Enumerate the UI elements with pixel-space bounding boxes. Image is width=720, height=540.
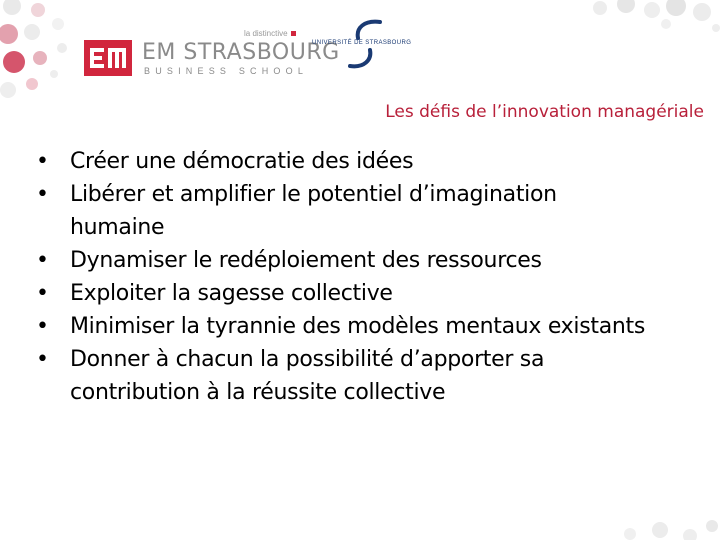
universite-strasbourg-logo [312, 14, 432, 72]
bullet-glyph: • [36, 314, 49, 339]
logo-school-name: EM STRASBOURG [142, 40, 340, 65]
slide-title: Les défis de l’innovation managériale [385, 102, 704, 122]
list-item: • Dynamiser le redéploiement des ressources [36, 244, 696, 277]
list-item: • Libérer et amplifier le potentiel d’imagination humaine [36, 178, 616, 244]
list-item: • Minimiser la tyrannie des modèles mentaux existants [36, 310, 696, 343]
decorative-dots-bottom-right [600, 500, 720, 540]
bullet-glyph: • [36, 182, 49, 207]
list-item: • Créer une démocratie des idées [36, 145, 696, 178]
bullet-glyph: • [36, 149, 49, 174]
em-strasbourg-logo [84, 26, 340, 80]
logo-school-subtitle: BUSINESS SCHOOL [144, 66, 309, 76]
logo-tagline: la distinctive [244, 29, 296, 38]
uds-logo-text: UNIVERSITÉ DE STRASBOURG [312, 40, 412, 46]
em-logo-mark-icon [84, 40, 132, 76]
decorative-dots-top-left [0, 0, 80, 110]
list-item: • Exploiter la sagesse collective [36, 277, 696, 310]
bullet-glyph: • [36, 281, 49, 306]
decorative-dots-top-right [420, 0, 720, 36]
bullet-glyph: • [36, 347, 49, 372]
bullet-list [36, 145, 696, 409]
list-item: • Donner à chacun la possibilité d’apporter sa contribution à la réussite collective [36, 343, 616, 409]
bullet-glyph: • [36, 248, 49, 273]
